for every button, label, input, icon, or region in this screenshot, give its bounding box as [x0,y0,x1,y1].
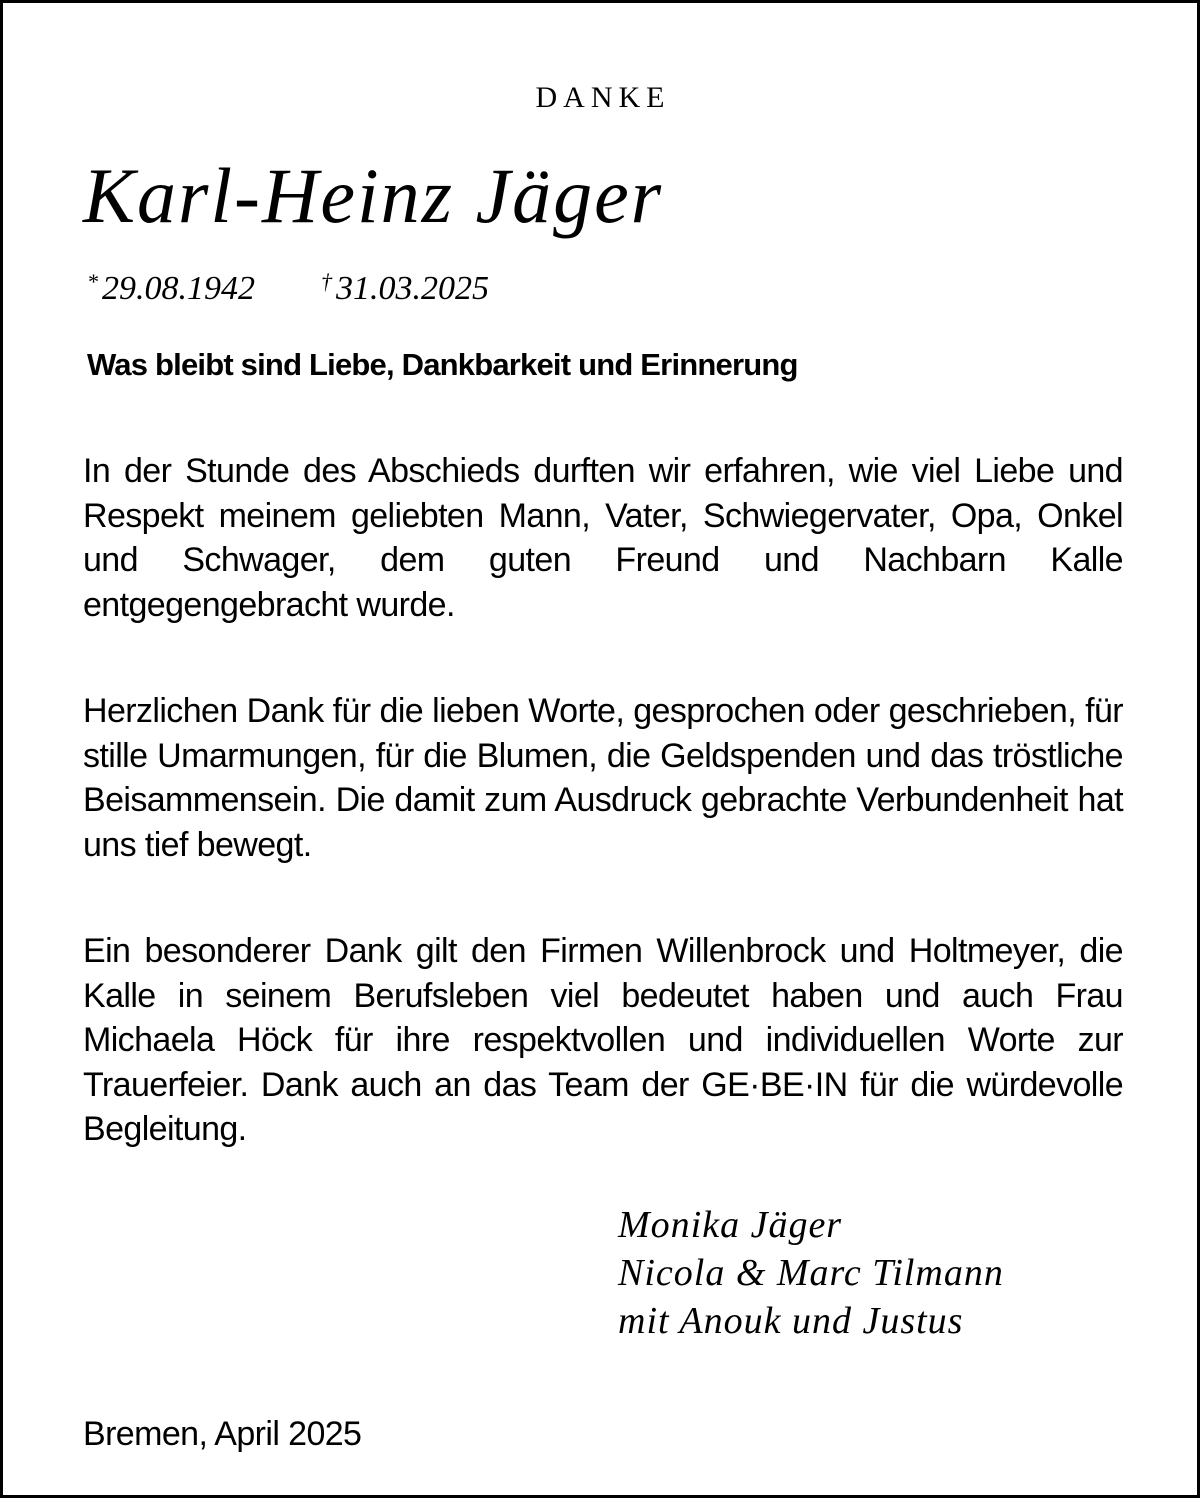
signer-line: Nicola & Marc Tilmann [618,1252,1004,1294]
life-dates [87,269,489,308]
deceased-name: Karl-Heinz Jäger [83,152,664,239]
death-symbol: † [321,269,332,294]
signers [618,1201,1004,1345]
signer-line: mit Anouk und Justus [618,1300,964,1342]
motto: Was bleibt sind Liebe, Dankbarkeit und Erinnerung [87,347,798,382]
birth-symbol: * [87,269,98,294]
notice-heading: DANKE [535,81,671,114]
paragraph-farewell: In der Stunde des Abschieds durften wir erfahren, wie viel Liebe und Respekt meinem geliebten Mann, Vater, Schwiegervater, Opa, Onkel und Schwager, dem guten Freund und Nachbarn Kalle entgegengebracht wurde. [83,452,1123,624]
signer-line: Monika Jäger [618,1204,843,1246]
paragraph-special-thanks: Ein besonderer Dank gilt den Firmen Willenbrock und Holtmeyer, die Kalle in seinem Berufsleben viel bedeutet haben und auch Frau Michaela Höck für ihre respektvollen und individuellen Worte zur Trauerfeier. Dank auch an das Team der GE·BE·IN für die würdevolle Begleitung. [83,932,1123,1148]
death-date: 31.03.2025 [336,270,489,307]
paragraph-thanks: Herzlichen Dank für die lieben Worte, gesprochen oder geschrieben, für stille Umarmungen, für die Blumen, die Geldspenden und das tröstliche Beisammensein. Die damit zum Ausdruck gebrachte Verbundenheit hat uns tief bewegt. [83,692,1123,864]
birth-date: 29.08.1942 [102,270,255,307]
place-date: Bremen, April 2025 [83,1415,362,1453]
